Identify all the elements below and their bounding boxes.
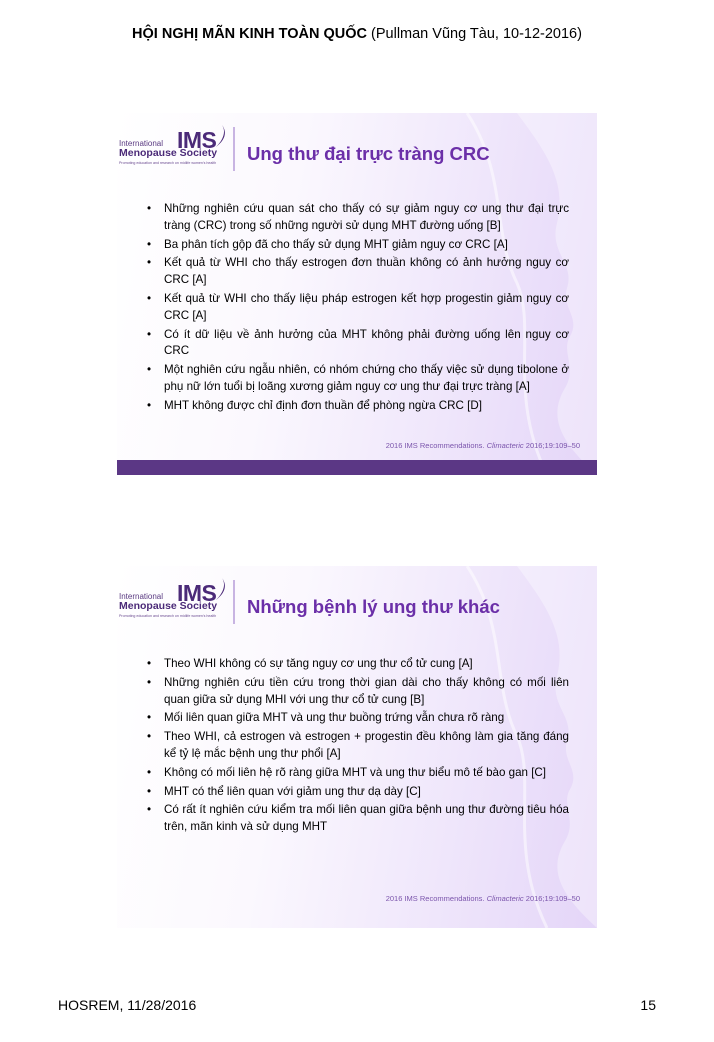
bullet-item: • Kết quả từ WHI cho thấy liệu pháp estrogen kết hợp progestin giảm nguy cơ CRC [A]	[147, 291, 569, 325]
logo-swoosh-icon	[214, 123, 230, 149]
citation-suffix: 2016;19:109–50	[523, 894, 580, 903]
citation-journal: Climacteric	[486, 441, 524, 450]
bullet-item: • Những nghiên cứu quan sát cho thấy có sự giảm nguy cơ ung thư đại trực tràng (CRC) trong số những người sử dụng MHT đường uống [B]	[147, 201, 569, 235]
bullet-item: • MHT có thể liên quan với giảm ung thư dạ dày [C]	[147, 784, 569, 801]
slide-1	[117, 113, 597, 475]
title-divider	[233, 127, 235, 171]
logo-international-text: International	[119, 139, 164, 148]
logo-tagline: Promoting education and research on midlife women's health	[119, 614, 217, 618]
bullet-item: • Kết quả từ WHI cho thấy estrogen đơn thuần không có ảnh hưởng nguy cơ CRC [A]	[147, 255, 569, 289]
logo-menopause-society-text: Menopause Society	[119, 147, 218, 159]
bullet-item: • Một nghiên cứu ngẫu nhiên, có nhóm chứng cho thấy việc sử dụng tibolone ở phụ nữ lớn tuổi bị loãng xương giảm nguy cơ ung thư đại trực tràng [A]	[147, 362, 569, 396]
citation-prefix: 2016 IMS Recommendations.	[385, 894, 487, 903]
logo-swoosh-icon	[214, 576, 230, 602]
logo-menopause-society-text: Menopause Society	[119, 600, 218, 612]
bullet-item: • Ba phân tích gộp đã cho thấy sử dụng MHT giảm nguy cơ CRC [A]	[147, 237, 569, 254]
page-header-subtitle: (Pullman Vũng Tàu, 10-12-2016)	[367, 26, 582, 42]
bullet-list	[147, 656, 569, 838]
bullet-item: • Không có mối liên hệ rõ ràng giữa MHT và ung thư biểu mô tế bào gan [C]	[147, 765, 569, 782]
ims-logo	[119, 121, 231, 169]
page-header	[0, 26, 714, 42]
bullet-item: • Mối liên quan giữa MHT và ung thư buồng trứng vẫn chưa rõ ràng	[147, 710, 569, 727]
citation	[386, 441, 580, 450]
title-divider	[233, 580, 235, 624]
page-footer-left: HOSREM, 11/28/2016	[58, 997, 197, 1013]
bullet-item: • Theo WHI không có sự tăng nguy cơ ung thư cổ tử cung [A]	[147, 656, 569, 673]
page-number: 15	[640, 997, 656, 1013]
bullet-item: • Có rất ít nghiên cứu kiểm tra mối liên quan giữa bệnh ung thư đường tiêu hóa trên, mãn kinh và sử dụng MHT	[147, 802, 569, 836]
logo-ims-text: IMS	[177, 127, 217, 153]
bullet-list	[147, 201, 569, 417]
slide-2	[117, 566, 597, 928]
bullet-item: • MHT không được chỉ định đơn thuần để phòng ngừa CRC [D]	[147, 398, 569, 415]
slide-title: Những bệnh lý ung thư khác	[247, 596, 500, 617]
bullet-item: • Theo WHI, cả estrogen và estrogen + progestin đều không làm gia tăng đáng kể tỷ lệ mắc bệnh ung thư phổi [A]	[147, 729, 569, 763]
bullet-item: • Những nghiên cứu tiền cứu trong thời gian dài cho thấy không có mối liên quan giữa sử dụng MHI với ung thư cổ tử cung [B]	[147, 675, 569, 709]
slide-footer-bar	[117, 460, 597, 475]
logo-tagline: Promoting education and research on midlife women's health	[119, 161, 217, 165]
citation-prefix: 2016 IMS Recommendations.	[385, 441, 487, 450]
citation	[386, 894, 580, 903]
bullet-item: • Có ít dữ liệu về ảnh hưởng của MHT không phải đường uống lên nguy cơ CRC	[147, 327, 569, 361]
logo-international-text: International	[119, 592, 164, 601]
page-header-title: HỘI NGHỊ MÃN KINH TOÀN QUỐC	[132, 26, 367, 42]
ims-logo	[119, 574, 231, 622]
slide-title: Ung thư đại trực tràng CRC	[247, 143, 490, 164]
citation-suffix: 2016;19:109–50	[523, 441, 580, 450]
logo-ims-text: IMS	[177, 580, 217, 606]
citation-journal: Climacteric	[486, 894, 524, 903]
